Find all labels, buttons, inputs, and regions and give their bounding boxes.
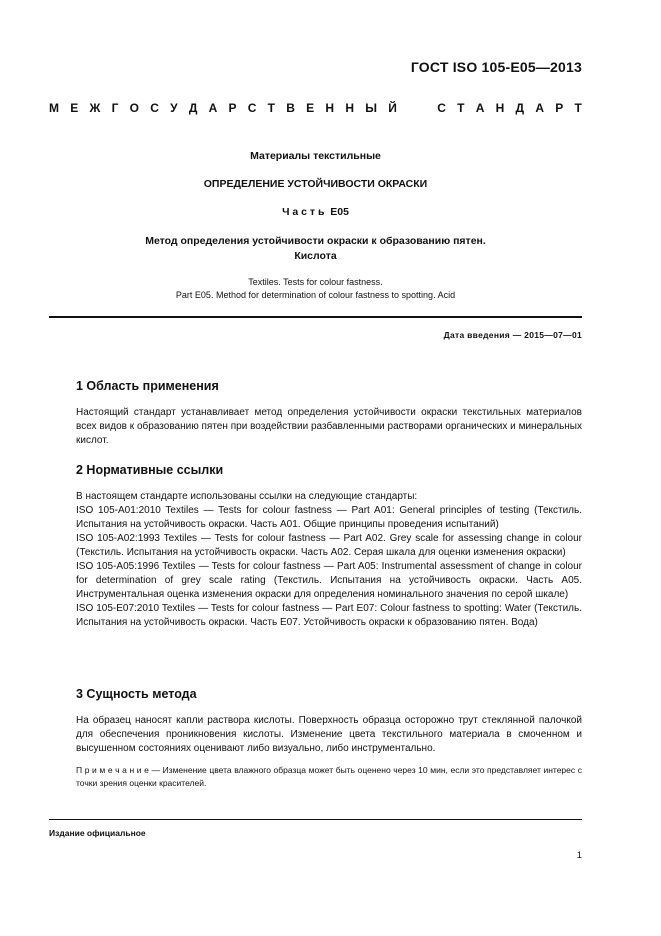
subtitle-line-1: Метод определения устойчивости окраски к образованию пятен. xyxy=(145,235,486,247)
interstate-letter: Н xyxy=(345,101,354,115)
document-title: ОПРЕДЕЛЕНИЕ УСТОЙЧИВОСТИ ОКРАСКИ xyxy=(203,178,428,190)
interstate-letter: Е xyxy=(306,101,315,115)
footer-divider xyxy=(49,819,582,820)
document-part: Ч а с т ь Е05 xyxy=(282,206,349,218)
english-title-line-2: Part E05. Method for determination of colour fastness to spotting. Acid xyxy=(175,289,456,300)
section-3-heading: 3 Сущность метода xyxy=(76,687,197,701)
interstate-letter: Р xyxy=(555,101,564,115)
section-1-paragraph: Настоящий стандарт устанавливает метод определения устойчивости окраски текстильных материалов всех видов к образованию пятен при воздействии разбавленными растворами органических и минеральных кислот. xyxy=(76,407,582,446)
interstate-letter: Д xyxy=(188,101,198,115)
interstate-letter: А xyxy=(475,101,485,115)
reference-iso-105-a01: ISO 105-A01:2010 Textiles — Tests for colour fastness — Part A01: General principles of testing (Текстиль. Испытания на устойчивость окраски. Часть А01. Общие принципы проведения испытаний) xyxy=(76,505,582,530)
interstate-letter: Т xyxy=(457,101,465,115)
section-3-note xyxy=(49,764,582,790)
interstate-letter: У xyxy=(170,101,178,115)
gost-number: ГОСТ ISO 105-E05—2013 xyxy=(410,59,582,75)
interstate-letter: Г xyxy=(111,101,119,115)
section-2-heading: 2 Нормативные ссылки xyxy=(76,463,224,477)
interstate-letter: Н xyxy=(495,101,505,115)
section-1-text xyxy=(49,406,582,448)
interstate-letter: С xyxy=(150,101,159,115)
section-2-text xyxy=(49,490,582,630)
document-category: Материалы текстильные xyxy=(250,150,381,162)
interstate-letter: А xyxy=(535,101,544,115)
section-2-intro: В настоящем стандарте использованы ссылки на следующие стандарты: xyxy=(76,491,418,502)
note-text: П р и м е ч а н и е — Изменение цвета влажного образца может быть оценено через 10 мин, если это представляет интерес с точки зрения оценки красителей. xyxy=(76,765,582,788)
interstate-letter: А xyxy=(208,101,218,115)
section-3-text xyxy=(49,714,582,756)
title-divider xyxy=(49,316,582,318)
interstate-letter: Е xyxy=(70,101,79,115)
interstate-letter xyxy=(423,101,426,115)
interstate-letter: О xyxy=(129,101,139,115)
section-1-heading: 1 Область применения xyxy=(76,379,219,393)
page-number: 1 xyxy=(576,850,582,861)
reference-iso-105-e07: ISO 105-E07:2010 Textiles — Tests for colour fastness — Part E07: Colour fastness to spotting: Water (Текстиль. Испытания на устойчивость окраски. Часть Е07. Устойчивость окраски к образованию пятен. Вода) xyxy=(76,603,582,628)
interstate-letter: Р xyxy=(228,101,237,115)
interstate-letter: Ж xyxy=(89,101,101,115)
subtitle-line-2: Кислота xyxy=(294,250,337,262)
english-title xyxy=(49,276,582,301)
section-3-paragraph: На образец наносят капли раствора кислоты. Поверхность образца осторожно трут стеклянной палочкой для обеспечения проникновения кислоты. Изменение цвета текстильного материала в смоченном и высушенном состояниях оценивают либо визуально, либо инструментально. xyxy=(76,715,582,754)
interstate-letter: М xyxy=(49,101,59,115)
document-subtitle xyxy=(49,234,582,264)
interstate-letter: Ы xyxy=(365,101,377,115)
interstate-letter xyxy=(408,101,411,115)
interstate-letter: Т xyxy=(574,101,582,115)
interstate-letter: С xyxy=(437,101,446,115)
interstate-letter: Т xyxy=(267,101,276,115)
reference-iso-105-a05: ISO 105-A05:1996 Textiles — Tests for colour fastness — Part A05: Instrumental assessment of change in colour for determination of grey scale rating (Текстиль. Испытания на устойчивость окраски. Часть А05. Инструментальная оценка изменения окраски для определения номинального значения по серой шкале) xyxy=(76,561,582,600)
interstate-letter: В xyxy=(286,101,295,115)
english-title-line-1: Textiles. Tests for colour fastness. xyxy=(248,277,383,287)
reference-iso-105-a02: ISO 105-A02:1993 Textiles — Tests for colour fastness — Part A02. Grey scale for assessing change in colour (Текстиль. Испытания на устойчивость окраски. Часть А02. Серая шкала для оценки изменения окраски) xyxy=(76,533,582,558)
interstate-letter: Н xyxy=(325,101,335,115)
interstate-letter: Д xyxy=(515,101,525,115)
interstate-letter: Й xyxy=(388,101,397,115)
interstate-letter: С xyxy=(247,101,257,115)
interstate-standard-heading xyxy=(49,101,582,115)
official-edition-label: Издание официальное xyxy=(49,828,146,838)
introduction-date: Дата введения — 2015—07—01 xyxy=(443,330,582,340)
